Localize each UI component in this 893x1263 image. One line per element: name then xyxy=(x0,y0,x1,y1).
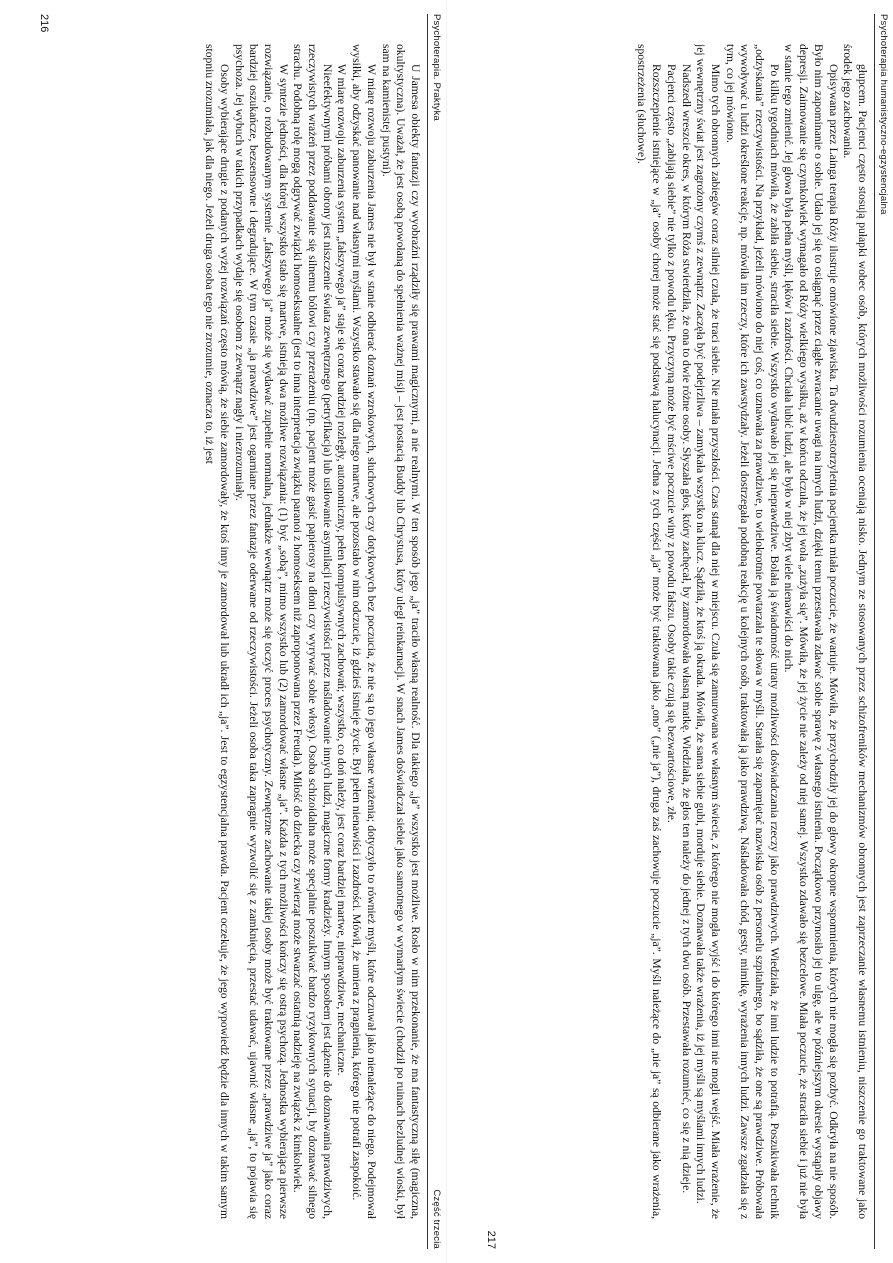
paragraph: W miarę rozwoju zaburzenia system „fałszywego ja” staje się coraz bardziej rozległy, autonomiczny, pełen kompulsywnych zachowań; wszystko, co doń należy, jest coraz bardziej martwe, nieprawdziwe, mechaniczne. xyxy=(335,64,349,1076)
running-head-book-title: Psychoterapia. Praktyka xyxy=(431,14,442,122)
paragraph: Nieefektywnymi próbami obrony jest niszczenie świata zewnętrznego (petryfikacja) lub usiłowanie asymilacji rzeczywistości przez naśladowanie innych ludzi, magiczne formy kradzieży. Innym sposobem jest dążenie do doznawania prawdziwych, rzeczywistych wrażeń przez poddawanie się silnemu bólowi czy przerażeniu (np. pacjent może gasić papierosy na dłoni czy wyrywać sobie włosy). Osoba schizoidalna może specjalnie poszukiwać bardzo ryzykownych sytuacji, by doznawać silnego strachu. Podobną rolę mogą odgrywać związki homoseksualne (jest to inna interpretacja związku paranoi z homoseksem niż zaproponowana przez Freuda). Miłość do dziecka czy zwierząt może stwarzać ostatnią nadzieję na związek z kimkolwiek. xyxy=(291,44,334,1219)
header-rule xyxy=(427,14,428,1249)
paragraph: Osoby wybierające drugie z podanych wyżej rozwiązań często mówią, że siebie zamordowały, że ktoś inny je zamordował lub ukradł ich „ja”. Jest to egzystencjalna prawda. Pacjent oczekuje, że jego wypowiedź będzie dla innych w takim samym stopniu zrozumiała, jak dla niego. Jeżeli druga osoba tego nie zrozumie, oznacza to, iż jest xyxy=(203,44,231,1219)
paragraph: Opisywana przez Lainga terapia Róży ilustruje omówione zjawiska. Ta dwudziestotrzyletnia pacjentka miała poczucie, że wariuje. Mówiła, że przychodziły jej do głowy okropne wspomnienia, których nie mogła się pozbyć. Odkryła na nie sposób. Było nim zapominanie o sobie. Udało jej się to osiągnąć przez ciągłe zwracanie uwagi na innych ludzi, dzięki temu przestawała zdawać sobie sprawę z własnego istnienia. Początkowo przynosiło jej to ulgę, ale w późniejszym okresie wystąpiły objawy depresji. Zaimowanie się czymkolwiek wymagało od Róży wielkiego wysiłku, aż w końcu odczuła, że jej wola „zużyła się”. Mówiła, że jej życie nie zależy od niej samej. Wszystko zdawało się bezcelowe. Miała poczucie, że straciła siebie i już nie była w stanie tego zmienić. Jej głowa była pełna myśli, lęków i zazdrości. Chciała lubić ludzi, ale było w niej zbyt wiele nienawiści do nich. xyxy=(782,44,840,1219)
header-rule xyxy=(874,14,875,1249)
paragraph: W syntezie jedności, dla której wszystko stało się martwe, istnieją dwa możliwe rozwiązania: (1) być „sobą”, mimo wszystko lub (2) zamordować własne „ja”. Każda z tych możliwości kończy się ostrą psychozą. Jednostka wybierająca pierwsze rozwiązanie, o rozbudowanym systemie „fałszywego ja” może się wydawać zupełnie normalna, jednakże wewnątrz może się toczyć proces psychotyczny. Zewnętrzne zachowanie takiej osoby może być traktowane przez „prawdziwe ja” jako coraz bardziej oszukańcze, bezsensowne i degradujące. W tym czasie „ja prawdziwe” jest ogarniane przez fantazje oderwane od rzeczywistości. Jeżeli osoba taka zapragnie wyzwolić się z zamknięcia, przestać udawać, ujawnić własne „ja”, to pojawia się psychoza. Jej wybuch w takich przypadkach wydaje się osobom z zewnątrz nagły i niezrozumiały. xyxy=(232,44,290,1219)
page-217 xyxy=(473,0,893,1263)
paragraph: Po kilku tygodniach mówiła, że zabiła siebie, straciła siebie. Wszystko wydawało jej się nieprawdziwe. Bolała ją świadomość utraty możliwości doświadczania rzeczy jako prawdziwych. Wiedziała, że inni ludzie to potrafią. Poszukiwała technik „odzyskania” rzeczywistości. Na przykład, jeżeli mówiono do niej coś, co uznawała za prawdziwe, to wielokrotnie powtarzała te słowa w myśli. Starała się zapamiętać nazwiska osób z personelu szpitalnego, bo sądziła, że one są prawdziwe. Próbowała wywoływać u ludzi określone reakcje, np. mówiła im rzeczy, które ich zawstydzały. Jeżeli dostrzegała podobną reakcję u kolejnych osób, traktowała ją jako prawdziwą. Naśladowała chód, gesty, mimikę, wyrażenia innych ludzi. Zawsze zgadzała się z tym, co jej mówiono. xyxy=(723,44,781,1219)
page-216 xyxy=(26,0,446,1263)
running-head-section: Część trzecia xyxy=(431,1189,442,1249)
page-body xyxy=(60,44,422,1219)
paragraph: U Jamesa obiekty fantazji czy wyobraźni rządziły się prawami magicznymi, a nie realnymi. W ten sposób jego „ja” traciło własną realność. Dla takiego „ja” wszystko jest możliwe. Rosło w nim przekonanie, że ma fantastyczną siłę (magiczna, okultystyczna). Uważał, że jest osobą powołaną do spełnienia ważnej misji – jest postacią Buddy lub Chrystusa, który uległ reinkarnacji. W snach James doświadczał siebie jako samotnego w wymarłym świecie (chodził po ruinach bezludnej wioski, był sam na kamienistej pustyni). xyxy=(379,44,422,1219)
page-body xyxy=(507,44,869,1219)
running-head xyxy=(873,14,889,1249)
paragraph: głupcem. Pacjenci często stosują pułapki wobec osób, których możliwości rozumienia oceniają nisko. Jednym ze stosowanych przez schizofreników mechanizmów obronnych jest zaprzeczanie własnemu istnieniu, niszczenie go traktowane jako środek jego zachowania. xyxy=(841,44,869,1219)
paragraph: Pacjenci często „zabijają siebie” nie tylko z powodu lęku. Przyczyną może być mściwe poczucie winy z powodu fałszu. Osoby takie czują się bezwartościowe, złe. xyxy=(664,64,678,823)
center-gutter xyxy=(446,0,447,1263)
running-head xyxy=(426,14,442,1249)
paragraph: Nadszedł wreszcie okres, w którym Róża stwierdziła, że ona to dwie różne osoby. Słyszała głos, który zachęcał, by zamordowała własną matkę. Wiedziała, że głos ten należy do jednej z tych dwu osób. Przestawała rozumieć, co się z nią dzieje. xyxy=(679,64,693,1194)
paragraph: Rozszczepienie istniejące w „ja” osoby chorej może stać się podstawą halucynacji. Jedna z tych części „ja” może być traktowana jako „ono” („nie ja”), druga zaś zachowuje poczucie „ja”. Myśli należące do „nie ja” są odbierane jako wrażenia, spostrzeżenia (słuchowe). xyxy=(635,44,664,1219)
page-number: 217 xyxy=(485,1230,497,1249)
paragraph: W miarę rozwoju zaburzenia James nie był w stanie odbierać doznań wzrokowych, słuchowych czy dotykowych bez poczucia, że nie są to jego własne wrażenia; dotyczyło to również myśli, które odczuwał jako nienależące do niego. Podejmował wysiłki, aby odzyskać panowanie nad własnymi myślami. Wszystko stawało się dla niego martwe, ale pozostało w nim odczucie, iż gdzieś istnieje życie. Był pełen nienawiści i zazdrości. Mówił, że umiera z pragnienia, którego nie potrafi zaspokoić. xyxy=(350,44,378,1219)
paragraph: Mimo tych obronnych zabiegów coraz silniej czuła, że traci siebie. Nie miała przyszłości. Czas stanął dla niej w miejscu. Czuła się zamurowana we własnym świecie, z którego nie mogła wyjść i do którego inni nie mogli wejść. Miała wrażenie, że jej wewnętrzny świat jest zagrożony czymś z zewnątrz. Zaczęła być podejrzliwa – zamykała wszystko na klucz. Sądziła, że ktoś ją okrada. Mówiła, że sama siebie gubi, morduje siebie. Doznawała także wrażenia, iż jej myśli są myślami innych ludzi. xyxy=(694,44,722,1219)
running-head-book-title: Psychoterapia humanistyczno-egzystencjalna xyxy=(878,14,889,215)
page-number: 216 xyxy=(38,14,50,33)
